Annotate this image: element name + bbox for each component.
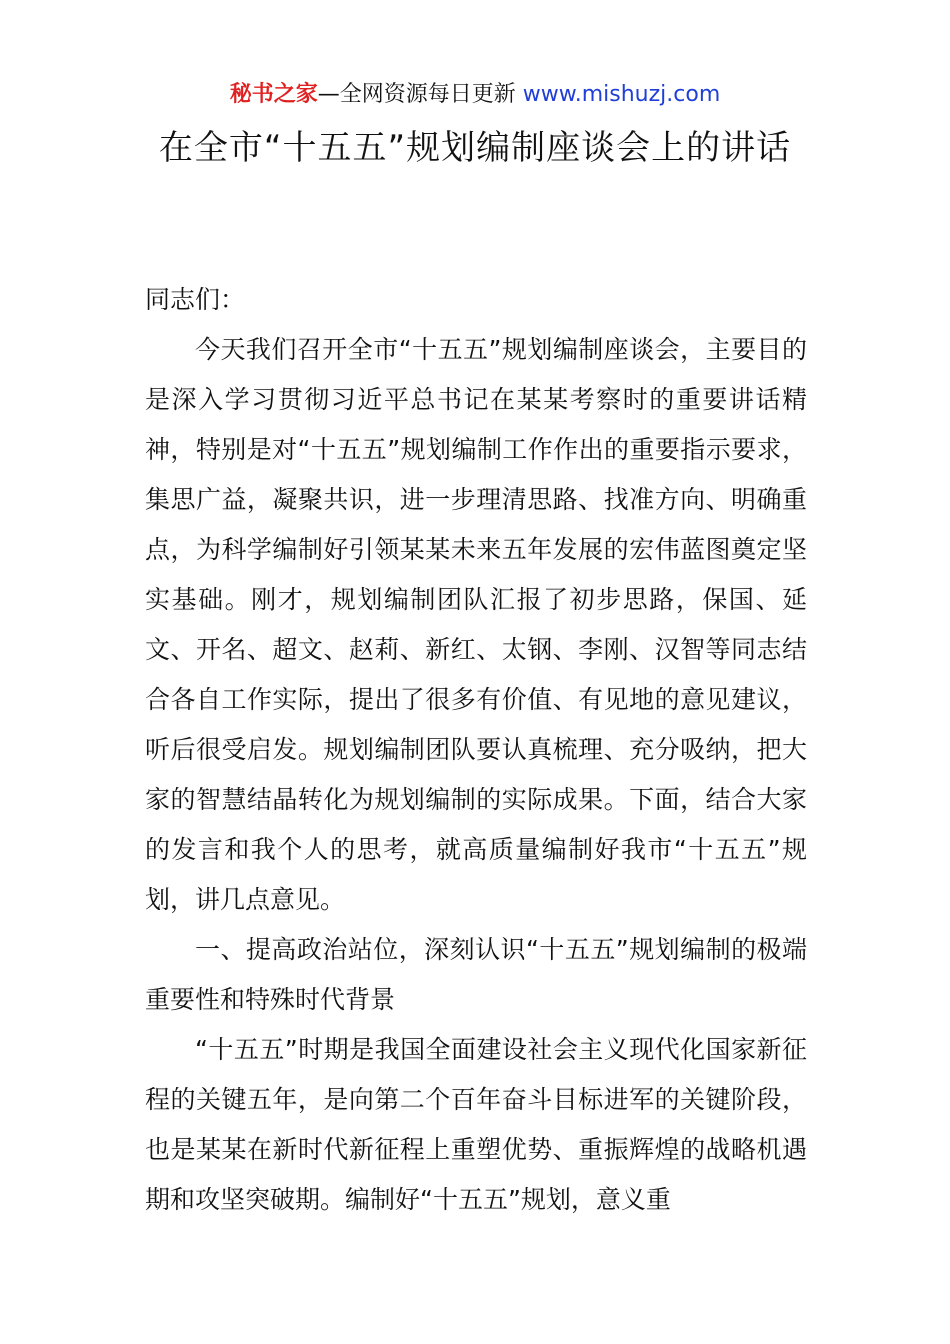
site-url: www.mishuzj.com bbox=[522, 82, 721, 107]
body-paragraph-2: “十五五”时期是我国全面建设社会主义现代化国家新征程的关键五年，是向第二个百年奋斗目标进军的关键阶段，也是某某在新时代新征程上重塑优势、重振辉煌的战略机遇期和攻坚突破期。编制好“十五五”规划，意义重 bbox=[145, 1035, 807, 1214]
document-body bbox=[145, 275, 807, 1225]
brand-name: 秘书之家 bbox=[229, 82, 318, 107]
section-heading-1: 一、提高政治站位，深刻认识“十五五”规划编制的极端重要性和特殊时代背景 bbox=[145, 935, 807, 1014]
document-title: 在全市“十五五”规划编制座谈会上的讲话 bbox=[158, 128, 792, 168]
header-tagline: —全网资源每日更新 bbox=[317, 82, 516, 107]
site-header bbox=[0, 80, 950, 110]
body-paragraph-1: 今天我们召开全市“十五五”规划编制座谈会，主要目的是深入学习贯彻习近平总书记在某某考察时的重要讲话精神，特别是对“十五五”规划编制工作作出的重要指示要求，集思广益，凝聚共识，进一步理清思路、找准方向、明确重点，为科学编制好引领某某未来五年发展的宏伟蓝图奠定坚实基础。刚才，规划编制团队汇报了初步思路，保国、延文、开名、超文、赵莉、新红、太钢、李刚、汉智等同志结合各自工作实际，提出了很多有价值、有见地的意见建议，听后很受启发。规划编制团队要认真梳理、充分吸纳，把大家的智慧结晶转化为规划编制的实际成果。下面，结合大家的发言和我个人的思考，就高质量编制好我市“十五五”规划，讲几点意见。 bbox=[145, 335, 807, 914]
salutation: 同志们： bbox=[145, 285, 246, 314]
